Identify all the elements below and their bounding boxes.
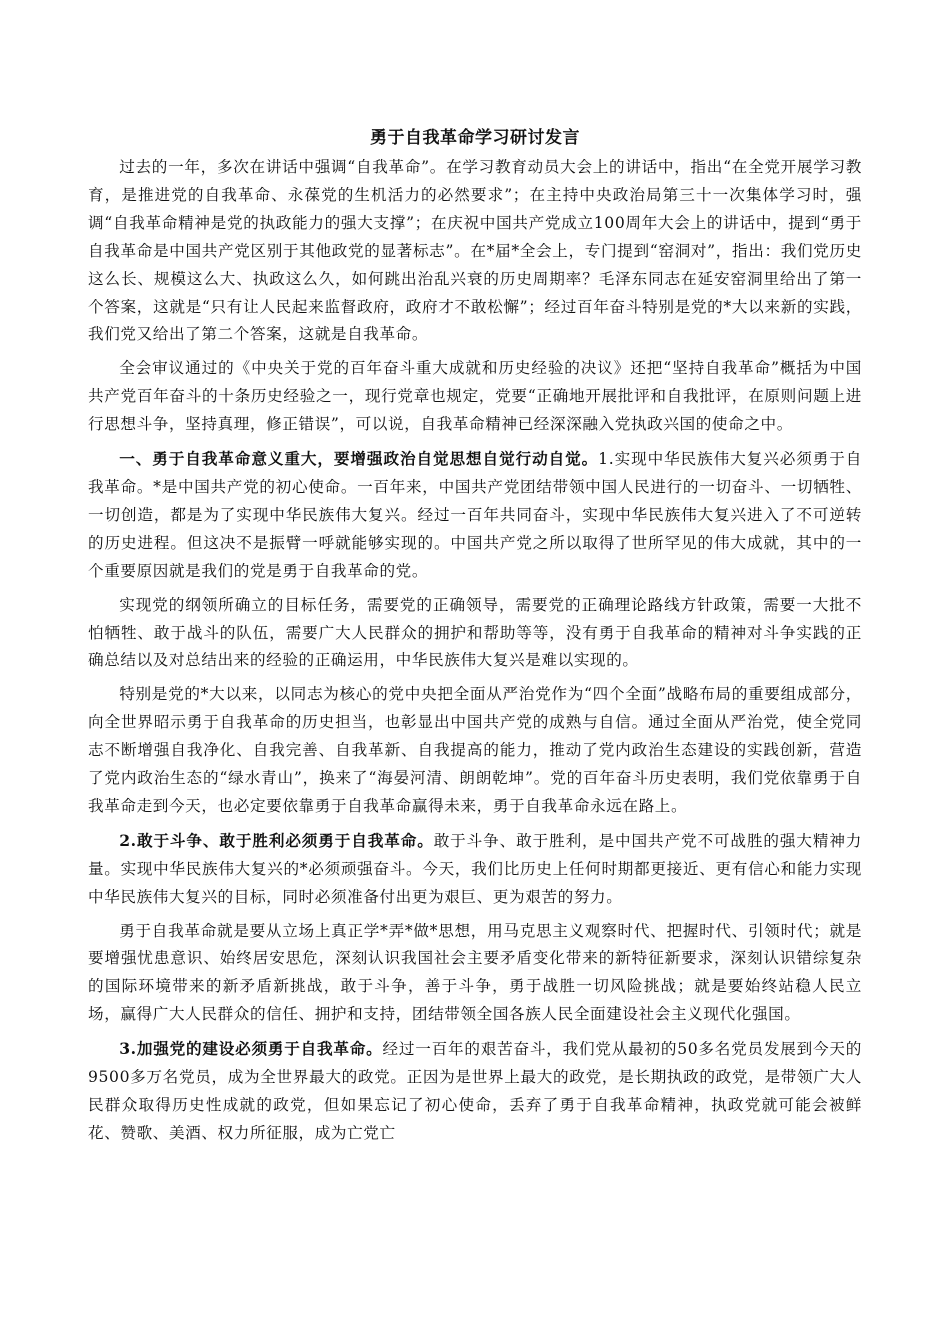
document-title: 勇于自我革命学习研讨发言 [370,128,580,148]
paragraph-7-text: 勇于自我革命就是要从立场上真正学*弄*做*思想，用马克思主义观察时代、把握时代、引领时代；就是要增强忧患意识、始终居安思危，深刻认识我国社会主要矛盾变化带来的新特征新要求，深刻认识错综复杂的国际环境带来的新矛盾新挑战，敢于斗争，善于斗争，勇于战胜一切风险挑战；就是要始终站稳人民立场，赢得广大人民群众的信任、拥护和支持，团结带领全国各族人民全面建设社会主义现代化强国。 [88,921,862,1024]
paragraph-5 [88,681,862,821]
paragraph-8 [88,1035,862,1148]
subsection-heading-3: 3.加强党的建设必须勇于自我革命。 [119,1039,383,1059]
paragraph-6-text: 敢于斗争、敢于胜利，是中国共产党不可战胜的强大精神力量。实现中华民族伟大复兴的*必须顽强奋斗。今天，我们比历史上任何时期都更接近、更有信心和能力实现中华民族伟大复兴的目标，同时必须准备付出更为艰巨、更为艰苦的努力。 [88,831,862,906]
paragraph-4-text: 实现党的纲领所确立的目标任务，需要党的正确领导，需要党的正确理论路线方针政策，需要一大批不怕牺牲、敢于战斗的队伍，需要广大人民群众的拥护和帮助等等，没有勇于自我革命的精神对斗争实践的正确总结以及对总结出来的经验的正确运用，中华民族伟大复兴是难以实现的。 [88,595,862,670]
paragraph-3-text: 1.实现中华民族伟大复兴必须勇于自我革命。*是中国共产党的初心使命。一百年来，中国共产党团结带领中国人民进行的一切奋斗、一切牺牲、一切创造，都是为了实现中华民族伟大复兴。经过一百年共同奋斗，实现中华民族伟大复兴进入了不可逆转的历史进程。但这决不是振臂一呼就能够实现的。中国共产党之所以取得了世所罕见的伟大成就，其中的一个重要原因就是我们的党是勇于自我革命的党。 [88,450,862,580]
section-heading-1: 一、勇于自我革命意义重大，要增强政治自觉思想自觉行动自觉。 [119,449,599,469]
paragraph-8-text: 经过一百年的艰苦奋斗，我们党从最初的50多名党员发展到今天的9500多万名党员，成为全世界最大的政党。正因为是世界上最大的政党，是长期执政的政党，是带领广大人民群众取得历史性成就的政党，但如果忘记了初心使命，丢弃了勇于自我革命精神，执政党就可能会被鲜花、赞歌、美酒、权力所征服，成为亡党亡 [88,1040,862,1142]
subsection-heading-2: 2.敢于斗争、敢于胜利必须勇于自我革命。 [119,830,434,850]
paragraph-2 [88,355,862,439]
paragraph-5-text: 特别是党的*大以来，以同志为核心的党中央把全面从严治党作为“四个全面”战略布局的重要组成部分，向全世界昭示勇于自我革命的历史担当，也彰显出中国共产党的成熟与自信。通过全面从严治党，使全党同志不断增强自我净化、自我完善、自我革新、自我提高的能力，推动了党内政治生态建设的实践创新，营造了党内政治生态的“绿水青山”，换来了“海晏河清、朗朗乾坤”。党的百年奋斗历史表明，我们党依靠勇于自我革命走到今天，也必定要依靠勇于自我革命赢得未来，勇于自我革命永远在路上。 [88,685,862,815]
paragraph-4 [88,592,862,676]
paragraph-3 [88,445,862,586]
paragraph-1 [88,154,862,349]
paragraph-2-text: 全会审议通过的《中央关于党的百年奋斗重大成就和历史经验的决议》还把“坚持自我革命”概括为中国共产党百年奋斗的十条历史经验之一，现行党章也规定，党要“正确地开展批评和自我批评，在原则问题上进行思想斗争，坚持真理，修正错误”，可以说，自我革命精神已经深深融入党执政兴国的使命之中。 [88,359,862,434]
paragraph-7 [88,918,862,1030]
paragraph-1-text: 过去的一年，多次在讲话中强调“自我革命”。在学习教育动员大会上的讲话中，指出“在全党开展学习教育，是推进党的自我革命、永葆党的生机活力的必然要求”；在主持中央政治局第三十一次集体学习时，强调“自我革命精神是党的执政能力的强大支撑”；在庆祝中国共产党成立100周年大会上的讲话中，提到“勇于自我革命是中国共产党区别于其他政党的显著标志”。在*届*全会上，专门提到“窑洞对”，指出：我们党历史这么长、规模这么大、执政这么久，如何跳出治乱兴衰的历史周期率？毛泽东同志在延安窑洞里给出了第一个答案，这就是“只有让人民起来监督政府，政府才不敢松懈”；经过百年奋斗特别是党的*大以来新的实践，我们党又给出了第二个答案，这就是自我革命。 [88,158,862,344]
paragraph-6 [88,827,862,912]
